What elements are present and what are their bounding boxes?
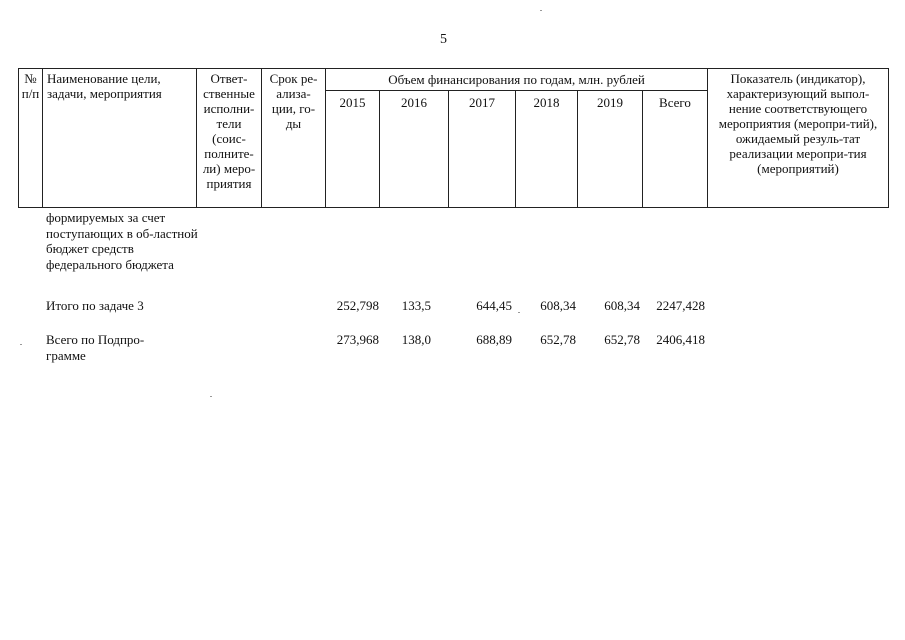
page-number: 5 <box>440 32 447 47</box>
row-total-subprogram-2015: 273,968 <box>336 332 379 347</box>
row-total-subprogram-label: Всего по Подпро-грамме <box>46 332 145 363</box>
continuation-text: формируемых за счет поступающих в об-ластной бюджет средств федерального бюджета <box>46 210 198 272</box>
row-total-task3-2015: 252,798 <box>336 298 379 313</box>
row-total-task3-total: 2247,428 <box>656 298 705 313</box>
row-total-subprogram-total: 2406,418 <box>656 332 705 347</box>
row-total-task3-2018: 608,34 <box>540 298 576 313</box>
header-year-2018: 2018 <box>533 95 560 110</box>
header-col-term-text: Срок ре-ализа-ции, го-ды <box>269 71 318 131</box>
header-col-indicator-text: Показатель (индикатор), характеризующий выпол-нение соответствующего мероприятия (меропри-тий), ожидаемый резуль-тат реализации меропри-тия (мероприятий) <box>718 71 878 176</box>
row-total-task3-label: Итого по задаче 3 <box>46 298 144 313</box>
header-year-2019: 2019 <box>597 95 623 110</box>
header-col-name-text: Наименование цели, задачи, мероприятия <box>47 71 162 101</box>
header-col-funding <box>325 68 708 91</box>
row-total-subprogram-2018: 652,78 <box>540 332 576 347</box>
header-col-indicator <box>707 68 889 208</box>
scan-speck <box>20 344 22 345</box>
header-col-num-text: № п/п <box>21 71 40 101</box>
header-year-2016: 2016 <box>401 95 427 110</box>
header-col-funding-text: Объем финансирования по годам, млн. рублей <box>388 72 645 87</box>
row-total-task3-2016: 133,5 <box>401 298 431 313</box>
row-total-task3-2017: 644,45 <box>476 298 512 313</box>
scan-speck <box>540 10 542 11</box>
header-col-num <box>18 68 43 208</box>
row-total-subprogram-2019: 652,78 <box>604 332 640 347</box>
header-year-2017: 2017 <box>469 95 495 110</box>
header-year-2015: 2015 <box>339 95 366 110</box>
header-col-responsible <box>196 68 262 208</box>
scan-speck <box>210 396 212 397</box>
row-total-subprogram-2017: 688,89 <box>476 332 512 347</box>
row-total-task3-2019: 608,34 <box>604 298 640 313</box>
header-col-responsible-text: Ответ-ственные исполни-тели (соис-полните-ли) меро-приятия <box>202 71 256 191</box>
scan-speck <box>518 312 520 313</box>
header-col-name <box>42 68 197 208</box>
header-year-total: Всего <box>659 95 691 110</box>
row-total-subprogram-2016: 138,0 <box>401 332 431 347</box>
header-col-term <box>261 68 326 208</box>
